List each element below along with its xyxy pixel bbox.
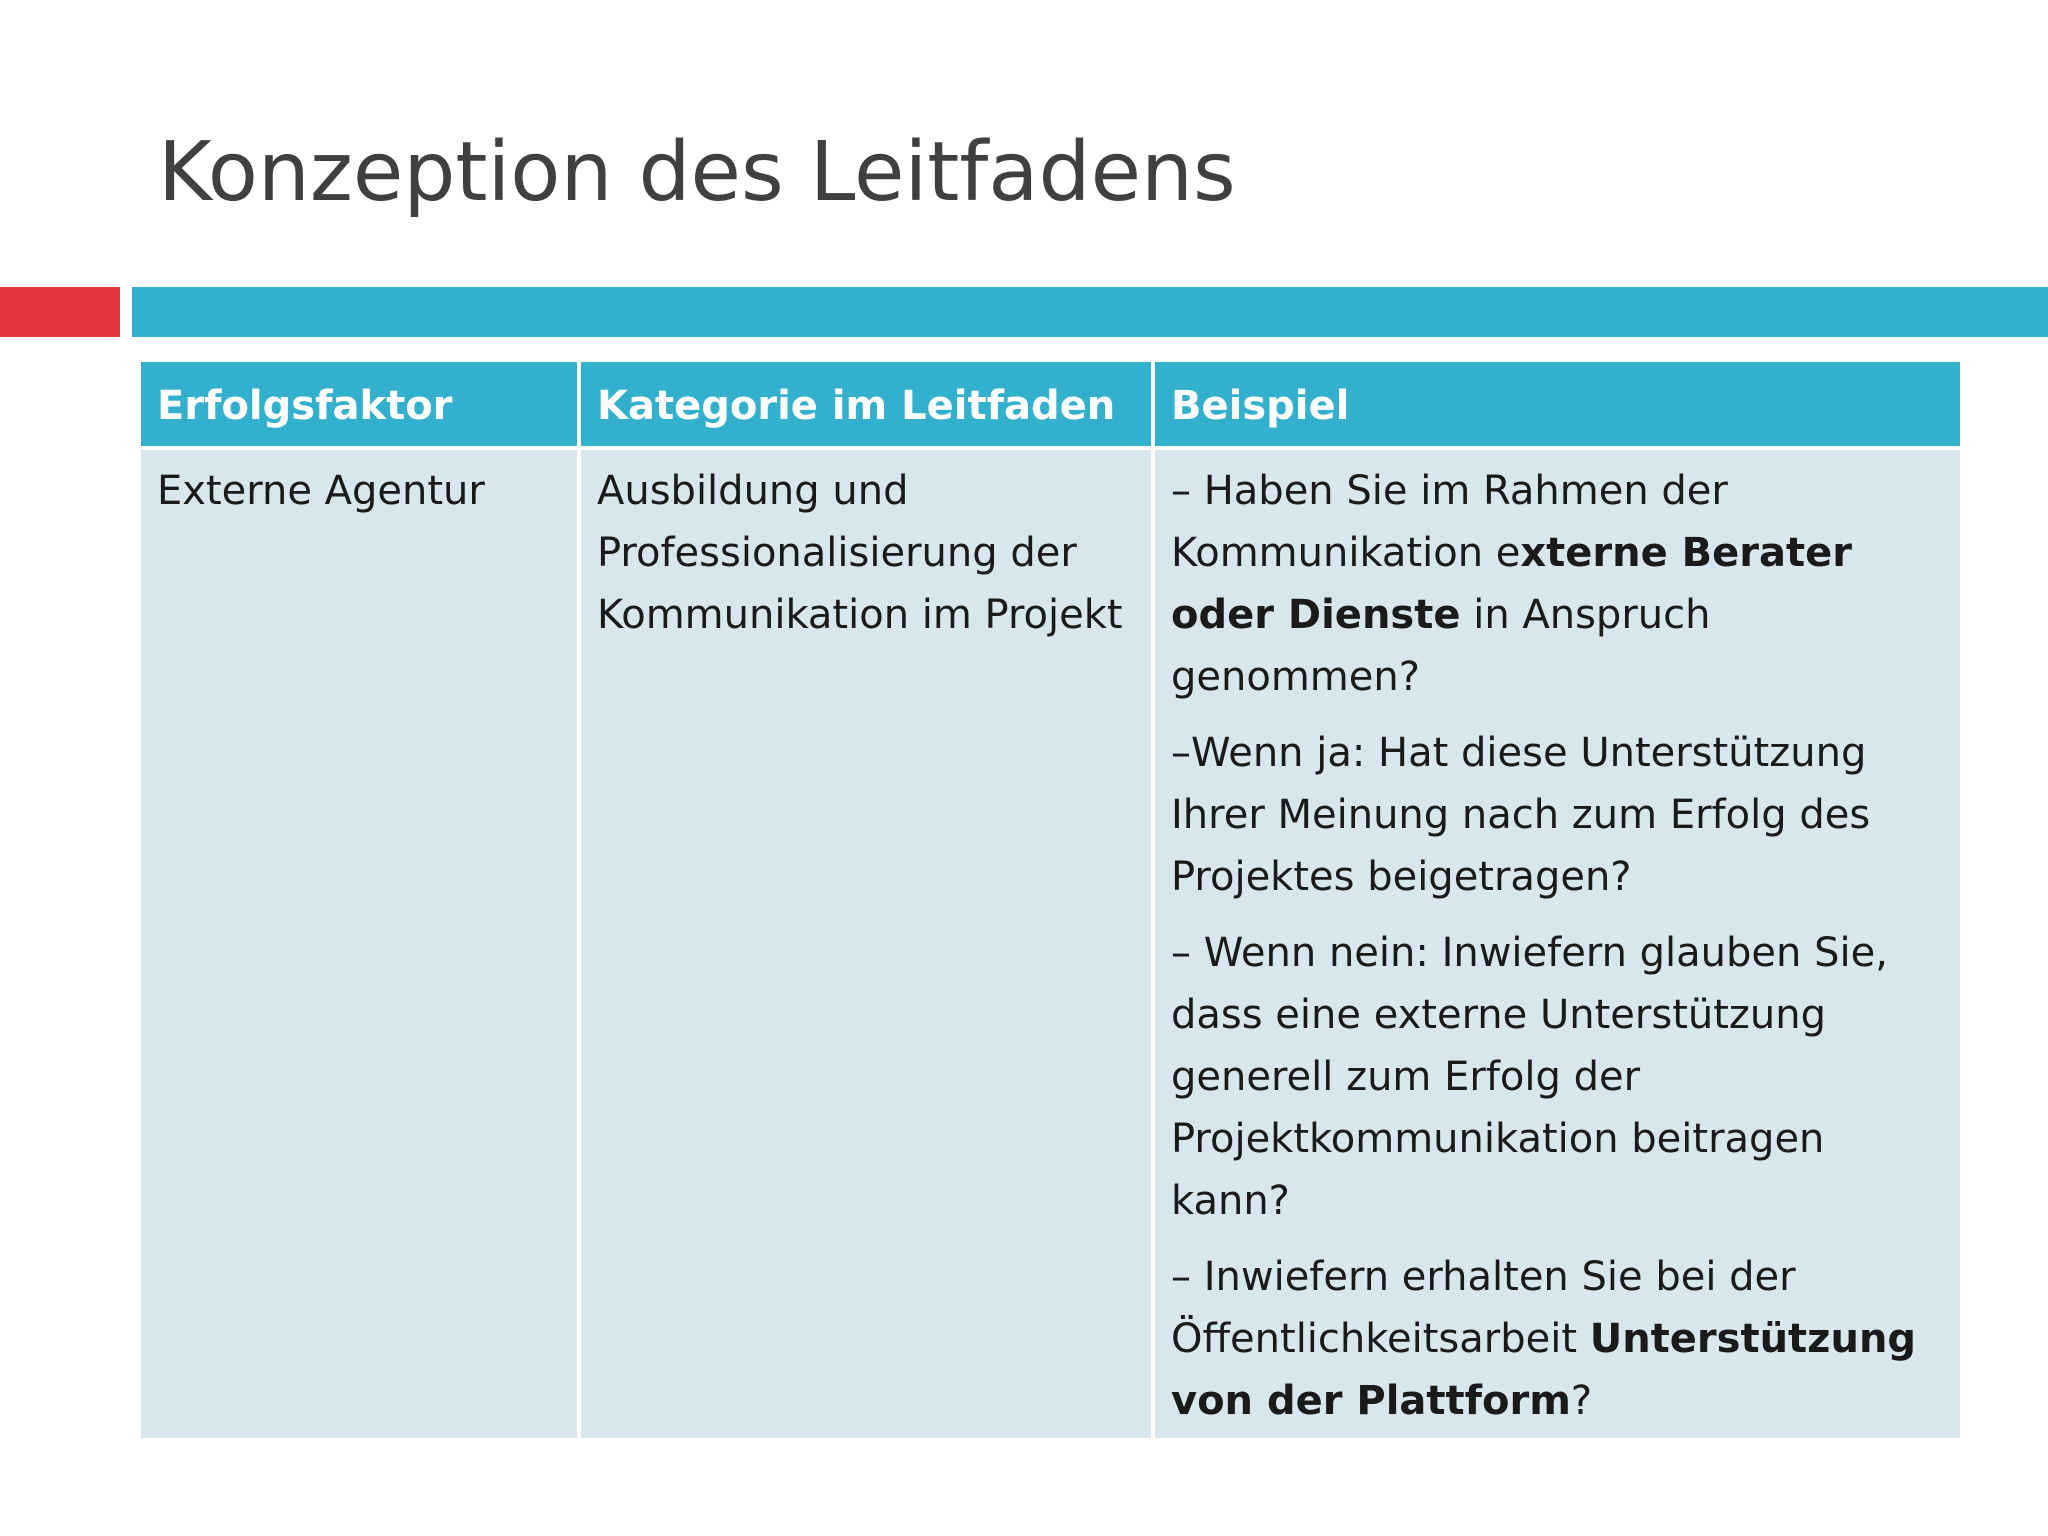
cell-erfolgsfaktor: Externe Agentur xyxy=(139,448,579,1440)
example-question-4 xyxy=(1171,1246,1944,1432)
example-question-1 xyxy=(1171,460,1944,708)
content-table xyxy=(137,358,1964,1442)
cell-kategorie: Ausbildung und Professionalisierung der Kommunikation im Projekt xyxy=(579,448,1153,1440)
example-1-prefix: – Haben Sie im Rahmen der Kommunikation e xyxy=(1171,468,1728,576)
header-beispiel: Beispiel xyxy=(1153,360,1962,448)
slide-title: Konzeption des Leitfadens xyxy=(158,125,1236,220)
table-header-row xyxy=(139,360,1962,448)
header-erfolgsfaktor: Erfolgsfaktor xyxy=(139,360,579,448)
example-1-suffix: in Anspruch genommen? xyxy=(1171,592,1711,700)
example-4-prefix: – Inwiefern erhalten Sie bei der Öffentlichkeitsarbeit xyxy=(1171,1254,1796,1362)
example-4-bold: Unterstützung von der Plattform xyxy=(1171,1316,1917,1424)
header-kategorie: Kategorie im Leitfaden xyxy=(579,360,1153,448)
accent-bar-red xyxy=(0,287,120,337)
table-row xyxy=(139,448,1962,1440)
example-question-3: – Wenn nein: Inwiefern glauben Sie, dass eine externe Unterstützung generell zum Erfolg der Projektkommunikation beitragen kann? xyxy=(1171,930,1888,1224)
accent-bar-blue xyxy=(132,287,2048,337)
example-4-suffix: ? xyxy=(1570,1378,1593,1424)
example-1-bold: xterne Berater oder Dienste xyxy=(1171,530,1852,638)
cell-beispiel xyxy=(1153,448,1962,1440)
example-question-2: –Wenn ja: Hat diese Unterstützung Ihrer Meinung nach zum Erfolg des Projektes beigetragen? xyxy=(1171,730,1871,900)
